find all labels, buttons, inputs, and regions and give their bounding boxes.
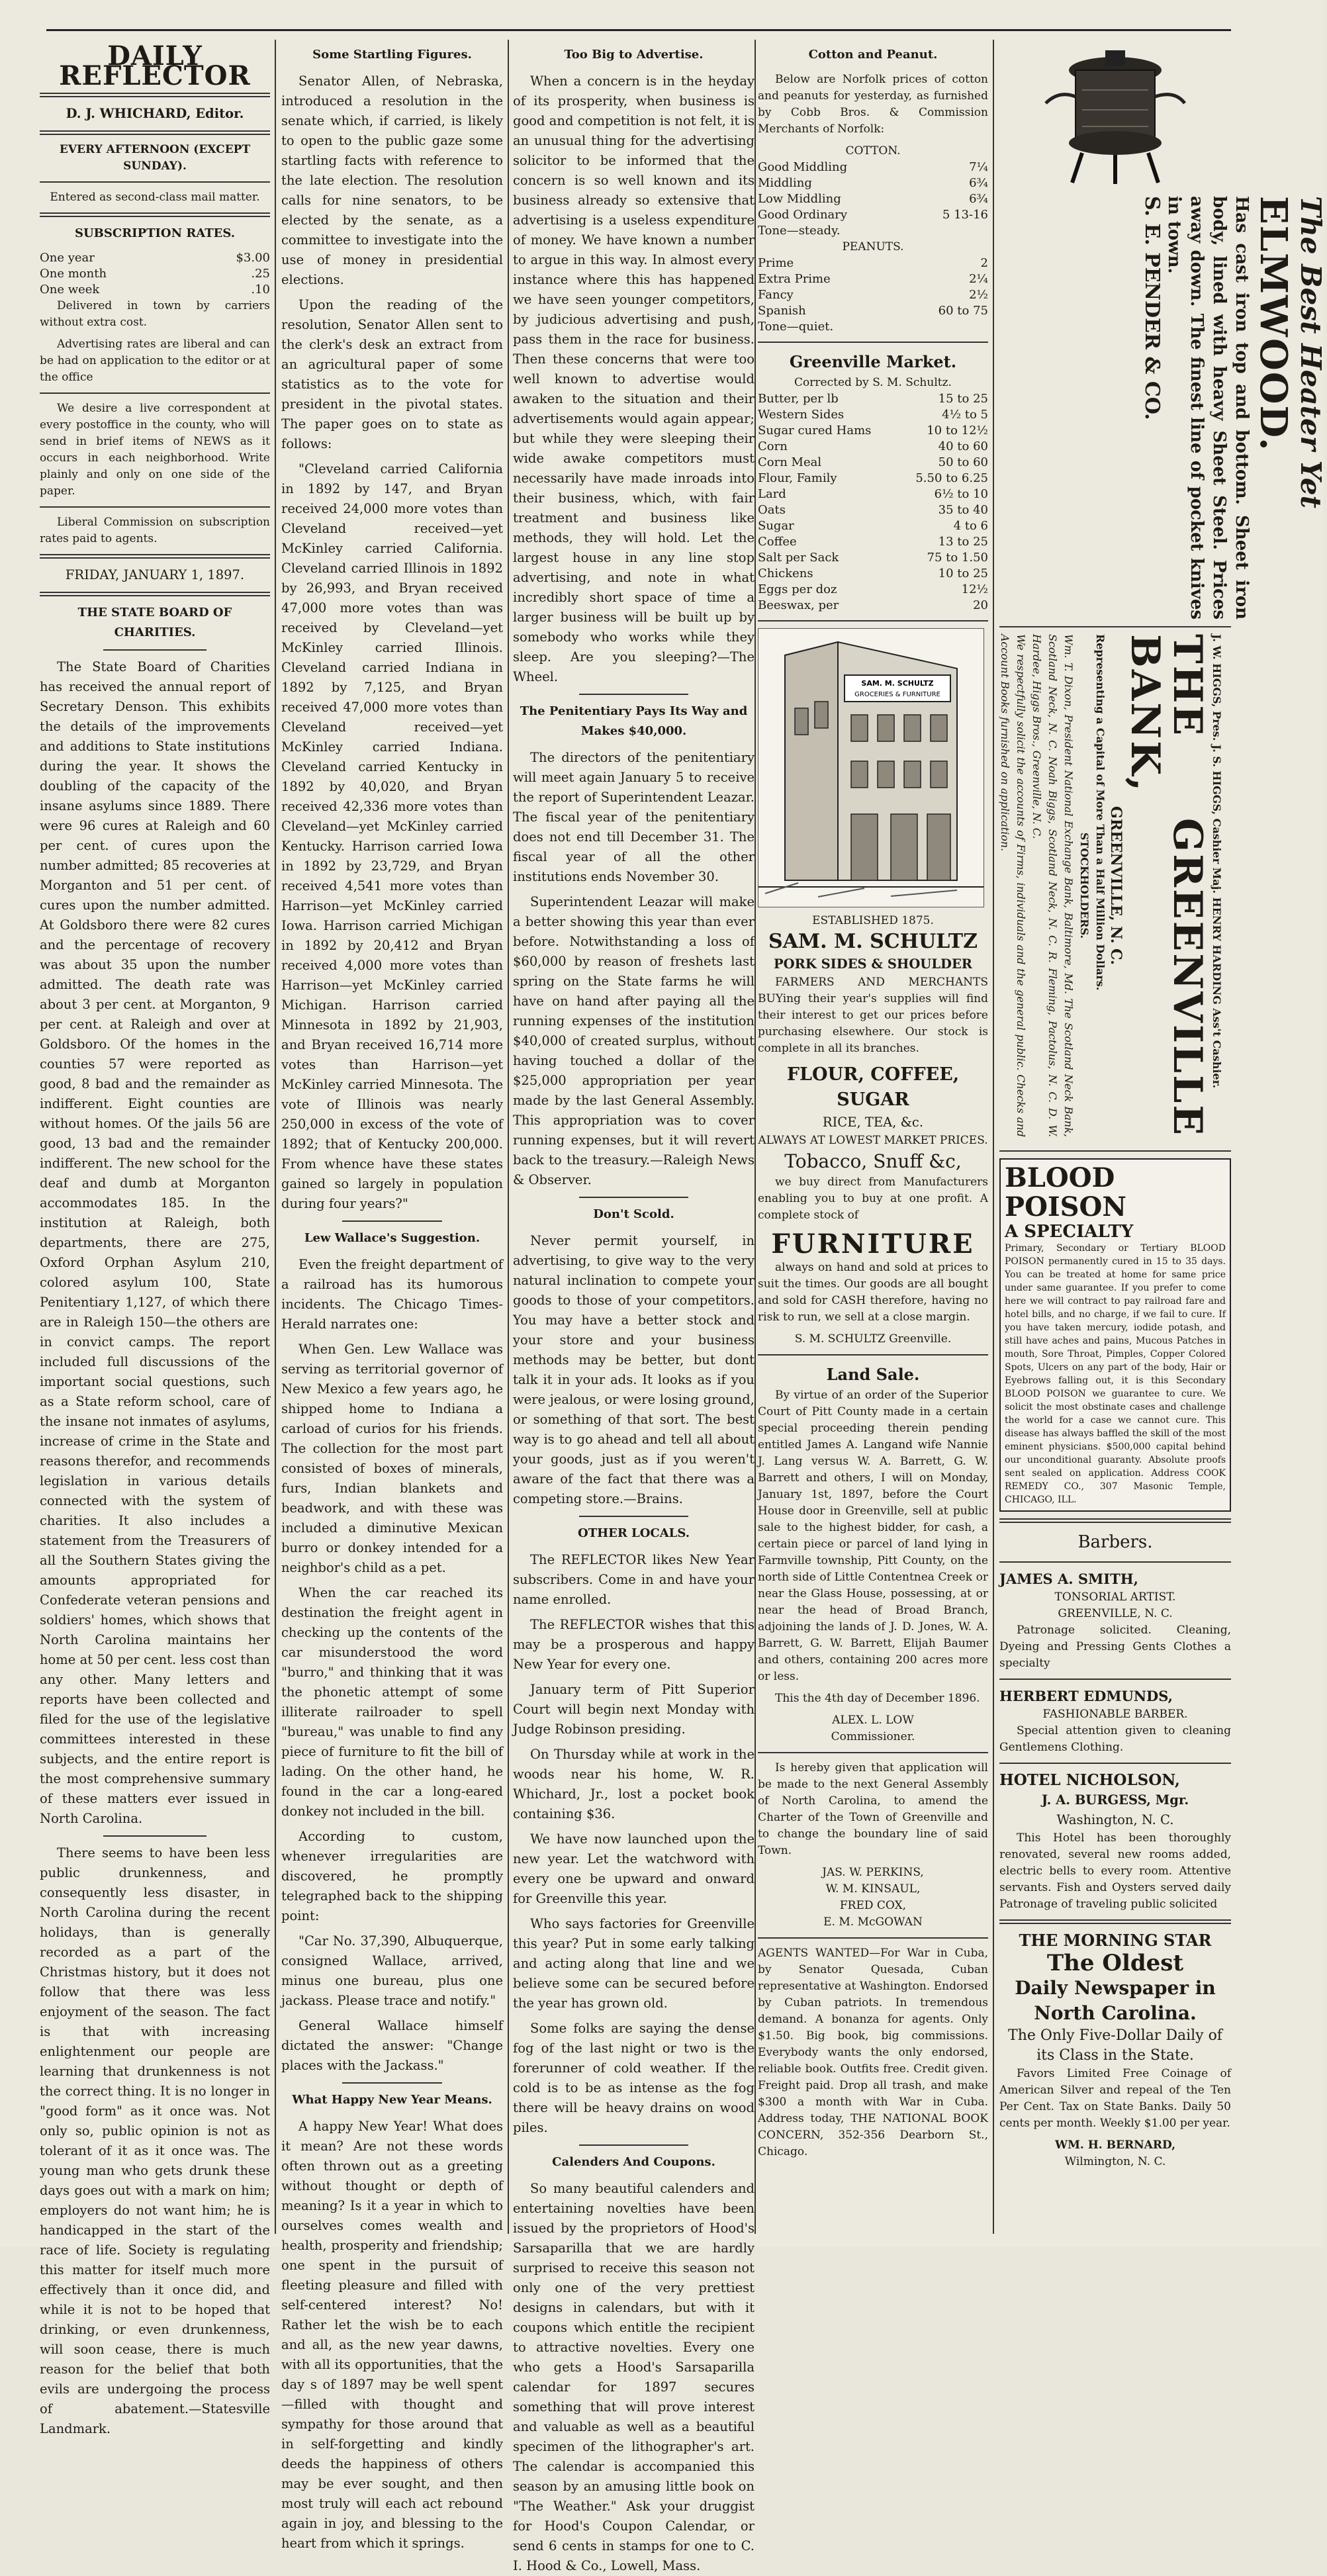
- divider: [758, 1752, 988, 1753]
- schultz-signature: S. M. SCHULTZ Greenville.: [794, 1332, 952, 1346]
- hotel-text: This Hotel has been thoroughly renovated, several new rooms added, electric bells to every room. Attentive servants. Fish and Oysters served daily Patronage of traveling public solicited: [999, 1831, 1231, 1911]
- advertising-note: Advertising rates are liberal and can be had on application to the editor or at the office: [40, 338, 270, 384]
- cotton-intro: Below are Norfolk prices of cotton and peanuts for yesterday, as furnished by Cobb Bros. & Commission Merchants of Norfolk:: [758, 73, 988, 136]
- blood-poison-text: Primary, Secondary or Tertiary BLOOD POISON permanently cured in 15 to 35 days. You can be treated at home for same price under same guarantee. If you prefer to come here we will contract to pay railroad fare and hotel bills, and no charge, if we fail to cure. If you have taken mercury, iodide potash, and still have aches and pains, Mucous Patches in mouth, Sore Throat, Pimples, Copper Colored Spots, Ulcers on any part of the body, Hair or Eyebrows falling out, it is this Secondary BLOOD POISON we guarantee to cure. We solicit the most obstinate cases and challenge the world for a case we cannot cure. This disease has always baffled the skill of the most eminent physicians. $500,000 capital behind our unconditional guaranty. Absolute proofs sent sealed on application. Address COOK REMEDY CO., 307 Masonic Temple, CHICAGO, ILL.: [1005, 1243, 1226, 1505]
- table-row: [758, 518, 988, 534]
- row-value: 4½ to 5: [942, 408, 988, 422]
- editor-line: D. J. WHICHARD, Editor.: [66, 106, 244, 121]
- bank-ad: [999, 634, 1231, 1144]
- morning-star-title: THE MORNING STAR: [1019, 1931, 1212, 1950]
- morning-star-city: Wilmington, N. C.: [1064, 2155, 1166, 2168]
- row-label: Lard: [758, 487, 786, 501]
- article-heading: What Happy New Year Means.: [292, 2093, 492, 2107]
- article-paragraph: "Cleveland carried California in 1892 by 147, and Bryan received 24,000 more votes than Cleveland received—yet McKinley carried California. Cleveland carried Illinois in 1892 by 26,993, and Bryan received 47,000 more votes than was received by Cleveland—yet McKinley carried Illinois. Cleveland carried Indiana in 1892 by 7,125, and Bryan received 47,000 more votes than Cleveland received—yet McKinley carried Indiana. Cleveland carried Kentucky in 1892 by 40,020, and Bryan received 42,336 more votes than Cleveland—yet McKinley carried Kentucky. Harrison carried Iowa in 1892 by 23,729, and Bryan received 4,541 more votes than Harrison—yet McKinley carried Iowa. Harrison carried Michigan in 1892 by 20,412 and Bryan received 4,000 more votes than Harrison—yet McKinley carried Michigan. Harrison carried Minnesota in 1892 by 21,903, and Bryan received 16,714 more votes than Harrison—yet McKinley carried Minnesota. The vote of Illinois was nearly 250,000 in excess of the vote of 1892; that of Kentucky 200,000. From whence have these states gained so largely in population during four years?": [281, 461, 503, 1211]
- row-value: 40 to 60: [938, 439, 988, 453]
- market-heading: Greenville Market.: [789, 352, 957, 371]
- divider: [579, 1197, 688, 1198]
- local-item: On Thursday while at work in the woods near his home, W. R. Whichard, Jr., lost a pocket book containing $36.: [513, 1747, 755, 1821]
- table-row: [758, 566, 988, 582]
- row-label: Prime: [758, 256, 794, 270]
- table-row: [758, 455, 988, 471]
- tobacco-line: Tobacco, Snuff &c,: [784, 1150, 962, 1172]
- table-row: [758, 303, 988, 319]
- land-signature-title: Commissioner.: [831, 1730, 915, 1743]
- row-value: 50 to 60: [938, 455, 988, 469]
- hotel-name: HOTEL NICHOLSON,: [999, 1771, 1180, 1789]
- bank-solicit: We respectfully solicit the accounts of Firms, individuals and the general public. Checks and Account Books furnished on application.: [999, 634, 1027, 1137]
- edmunds-text: Special attention given to cleaning Gentlemens Clothing.: [999, 1724, 1231, 1754]
- land-sale-date: This the 4th day of December 1896.: [775, 1692, 980, 1705]
- divider: [999, 1679, 1231, 1680]
- land-sale-heading: Land Sale.: [826, 1365, 920, 1384]
- subscription-heading: SUBSCRIPTION RATES.: [74, 226, 236, 240]
- row-label: Good Middling: [758, 160, 848, 174]
- article-paragraph: "Car No. 37,390, Albuquerque, consigned Wallace, arrived, minus one bureau, plus one jackass. Please trace and notify.": [281, 1933, 503, 2008]
- article-paragraph: Even the freight department of a railroad has its humorous incidents. The Chicago Times-Herald narrates one:: [281, 1257, 503, 1332]
- rate-row: One year $3.00: [40, 251, 270, 265]
- article-paragraph: According to custom, whenever irregularities are discovered, he promptly telegraphed back to the shipping point:: [281, 1829, 503, 1923]
- smith-text: Patronage solicited. Cleaning, Dyeing and Pressing Gents Clothes a specialty: [999, 1624, 1231, 1670]
- row-value: 6¾: [969, 192, 988, 206]
- article-heading: Some Startling Figures.: [312, 48, 472, 62]
- heater-stove-illustration: [1032, 44, 1198, 189]
- row-label: Oats: [758, 503, 786, 517]
- row-label: Good Ordinary: [758, 208, 848, 222]
- notice-text: Is hereby given that application will be made to the next General Assembly of North Carolina, to amend the Charter of the Town of Greenville and to change the boundary line of said Town.: [758, 1761, 988, 1857]
- blood-poison-title: BLOOD POISON: [1005, 1162, 1126, 1222]
- furniture-line: FURNITURE: [771, 1228, 975, 1260]
- article-paragraph: Senator Allen, of Nebraska, introduced a resolution in the senate which, if carried, is likely to open to the public gaze some startling facts with reference to the late election. The resolution calls for nine senators, to be elected by the senate, as a committee to investigate into the use of money in presidential elections.: [281, 73, 503, 287]
- row-value: 10 to 25: [938, 567, 988, 580]
- divider: [40, 181, 270, 183]
- market-table: [758, 391, 988, 614]
- row-label: Western Sides: [758, 408, 845, 422]
- article-paragraph: The State Board of Charities has received the annual report of Secretary Denson. This exhibits the details of the improvements and additions to State institutions during the year. It shows the doubling of the capacity of the insane asylums since 1889. There were 96 cures at Raleigh and 60 per cent. of cures upon the number admitted; 85 recoveries at Morganton and 51 per cent. of cures upon the number admitted. At Goldsboro there were 82 cures and the percentage of recovery was about 35 upon the number admitted. The death rate was about 3 per cent. at Morganton, 9 per cent. at Raleigh and over at Goldsboro. Of the homes in the counties 57 were reported as good, 8 bad and the remainder as indifferent. Eight counties are without homes. Of the jails 56 are good, 13 bad and the remainder indifferent. The new school for the deaf and dumb at Morganton accommodates 185. In the institution at Raleigh, both departments, there are 275, Oxford Orphan Asylum 210, colored asylum 100, State Penitentiary 1,127, of which there are in Raleigh 150—the others are in convict camps. The report included full discussions of the important social questions, such as a State reform school, care of the insane not inmates of asylums, increase of crime in the State and reasons therefor, and recommends legislation in various details connected with the system of charities. It also includes a statement from the Treasurers of all the Southern States giving the amounts appropriated for Confederate veteran pensions and soldiers' homes, which shows that North Carolina maintains her home at 50 per cent. less cost than any other. Many letters and reports have been collected and filed for the use of the legislative committees interested in these subjects, and the entire report is the most comprehensive summary of these matters ever issued in North Carolina.: [40, 659, 270, 1826]
- row-value: 75 to 1.50: [927, 551, 988, 565]
- row-label: Corn Meal: [758, 455, 822, 469]
- row-label: Beeswax, per: [758, 598, 839, 612]
- divider: [40, 392, 270, 394]
- heater-brand: ELMWOOD.: [1252, 196, 1295, 452]
- column-1: [40, 40, 270, 2436]
- row-value: 7¼: [969, 160, 988, 174]
- table-row: [758, 271, 988, 287]
- morning-star-text: Favors Limited Free Coinage of American Silver and repeal of the Ten Per Cent. Tax on State Banks. Daily 50 cents per month. Weekly $1.00 per year.: [999, 2067, 1231, 2130]
- morning-star-claim: The Only Five-Dollar Daily of its Class in the State.: [1008, 2027, 1222, 2064]
- row-value: 13 to 25: [938, 535, 988, 549]
- row-value: 2¼: [969, 272, 988, 286]
- divider: [40, 506, 270, 508]
- correspondent-note: We desire a live correspondent at every postoffice in the county, who will send in brief items of NEWS as it occurs in each neighborhood. Write plainly and only on one side of the paper.: [40, 402, 270, 498]
- divider: [40, 554, 270, 559]
- morning-star-line: Daily Newspaper in: [1015, 1977, 1216, 1999]
- blood-poison-ad: [999, 1158, 1231, 1512]
- table-row: [758, 391, 988, 407]
- smith-name: JAMES A. SMITH,: [999, 1571, 1138, 1587]
- article-paragraph: Upon the reading of the resolution, Senator Allen sent to the clerk's desk an extract from an agricultural paper of some statistics as to the vote for president in the pivotal states. The paper goes on to state as follows:: [281, 297, 503, 451]
- bank-name: THE GREENVILLE BANK,: [1122, 634, 1211, 1137]
- row-label: Low Middling: [758, 192, 841, 206]
- hotel-manager: J. A. BURGESS, Mgr.: [1041, 1792, 1189, 1808]
- established-line: ESTABLISHED 1875.: [812, 914, 934, 927]
- market-subheading: Corrected by S. M. Schultz.: [794, 376, 952, 389]
- row-value: 20: [973, 598, 988, 612]
- notice-signer: JAS. W. PERKINS,: [822, 1866, 924, 1879]
- notice-signer: FRED COX,: [839, 1899, 907, 1912]
- bank-stockholders: Wm. T. Dixon, President National Exchange Bank, Baltimore, Md. The Scotland Neck Bank, Scotland Neck, N. C. Noah Biggs, Scotland Neck, N. C. R. Fleming, Pactolus, N. C. D. W. Hardee, Higgs Bros., Greenville, N. C.: [1030, 634, 1075, 1137]
- divider: [103, 1835, 207, 1837]
- divider: [40, 592, 270, 596]
- row-value: 12½: [961, 582, 988, 596]
- divider: [579, 2144, 688, 2146]
- row-value: 60 to 75: [938, 304, 988, 318]
- rate-row: One week .10: [40, 283, 270, 297]
- local-item: Some folks are saying the dense fog of the last night or two is the forerunner of cold weather. If the cold is to be as intense as the fog there will be heavy drains on wood piles.: [513, 2021, 755, 2135]
- article-heading: Don't Scold.: [593, 1207, 674, 1221]
- table-row: [758, 287, 988, 303]
- table-row: [758, 598, 988, 614]
- masthead-title: DAILY REFLECTOR: [59, 40, 251, 91]
- table-row: [758, 207, 988, 223]
- morning-star-signature: WM. H. BERNARD,: [1054, 2139, 1175, 2152]
- row-label: Corn: [758, 439, 788, 453]
- barbers-heading: Barbers.: [1077, 1532, 1153, 1552]
- locals-heading: OTHER LOCALS.: [578, 1526, 690, 1540]
- local-item: The REFLECTOR wishes that this may be a prosperous and happy New Year for every one.: [513, 1617, 755, 1672]
- delivered-note: Delivered in town by carriers without extra cost.: [40, 299, 270, 329]
- peanut-table: [758, 255, 988, 335]
- edmunds-name: HERBERT EDMUNDS,: [999, 1688, 1173, 1704]
- notice-signer: E. M. McGOWAN: [823, 1915, 923, 1929]
- divider: [103, 649, 207, 651]
- table-row: [758, 439, 988, 455]
- divider: [342, 1220, 442, 1222]
- article-paragraph: Never permit yourself, in advertising, to give way to the very natural inclination to compete your goods to those of your competitors. You may have a better stock and your store and your business methods may be better, but dont talk it in your ads. It looks as if you were jealous, or were losing ground, or something of that sort. The best way is to go ahead and tell all about your goods, just as if you weren't aware of the fact that there was a competing store.—Brains.: [513, 1233, 755, 1506]
- column-4: [758, 40, 988, 2234]
- table-row: [758, 471, 988, 486]
- article-paragraph: There seems to have been less public drunkenness, and consequently less disaster, in North Carolina during the recent holidays, than is generally recorded as a part of the Christmas history, but it does not follow that there was less enjoyment of the season. The fact is that with increasing enlightenment our people are learning that drunkenness is not the correct thing. It is no longer in "good form" as it once was. Not only so, public opinion is not as tolerant of it as it once was. The young man who gets drunk these days goes out with a mark on him; employers do not want him; he is handicapped in the start of the race of life. Society is regulating this matter for itself much more effectively than it once did, and while it is not to be hoped that drinking, or even drunkenness, will soon cease, there is much reason for the belief that both evils are undergoing the process of abatement.—Statesville Landmark.: [40, 1845, 270, 2436]
- local-item: The REFLECTOR likes New Year subscribers. Come in and have your name enrolled.: [513, 1552, 755, 1607]
- row-value: 5.50 to 6.25: [915, 471, 988, 485]
- always2-text: always on hand and sold at prices to suit the times. Our goods are all bought and sold for CASH therefore, having no risk to run, we sell at a close margin.: [758, 1261, 988, 1324]
- column-divider: [508, 40, 509, 2234]
- table-row: [758, 223, 988, 239]
- column-2: [281, 40, 503, 2551]
- divider: [999, 1561, 1231, 1563]
- hotel-city: Washington, N. C.: [1056, 1812, 1174, 1827]
- row-label: Flour, Family: [758, 471, 837, 485]
- commission-note: Liberal Commission on subscription rates paid to agents.: [40, 516, 270, 545]
- local-item: Who says factories for Greenville this year? Put in some early talking and acting along that line and we believe some can be secured before the year has grown old.: [513, 1916, 755, 2011]
- rate-row: One month .25: [40, 267, 270, 281]
- divider: [40, 130, 270, 135]
- article-paragraph: When a concern is in the heyday of its prosperity, when business is good and competition is not felt, it is an unusual thing for the advertising solicitor to be informed that the concern is so well known and its business already so extensive that advertising is a useless expenditure of money. We have known a number to argue in this way. In almost every instance where this has happened we have seen younger competitors, by judicious advertising and push, pass them in the race for business. Then these concerns that were too well known to advertise would awaken to the situation and their advertisements would again appear; but while they were sleeping their wide awake competitors must necessarily have made inroads into their business, which, with fair treatment and business like methods, they will hold. Let the largest house in any line stop advertising, and note in what incredibly short space of time a larger business will be built up by somebody who works while they sleep. Are you sleeping?—The Wheel.: [513, 73, 755, 684]
- article-heading: THE STATE BOARD OF CHARITIES.: [77, 606, 232, 639]
- table-row: [758, 407, 988, 423]
- buy-direct-text: we buy direct from Manufacturers enabling you to buy at one profit. A complete stock of: [758, 1175, 988, 1222]
- smith-title: TONSORIAL ARTIST.: [1054, 1590, 1176, 1604]
- heater-tagline: The Best Heater Yet: [1295, 196, 1327, 508]
- table-row: [758, 175, 988, 191]
- table-row: [758, 319, 988, 335]
- row-value: 15 to 25: [938, 392, 988, 406]
- row-label: Coffee: [758, 535, 797, 549]
- row-label: Tone—quiet.: [758, 320, 834, 334]
- divider: [40, 93, 270, 97]
- morning-star-line: The Oldest: [1046, 1950, 1184, 1976]
- row-label: Salt per Sack: [758, 551, 839, 565]
- row-value: 2: [980, 256, 988, 270]
- peanuts-subheading: PEANUTS.: [842, 240, 904, 253]
- article-paragraph: Superintendent Leazar will make a better showing this year than ever before. Notwithstanding a loss of $60,000 by reason of freshets last spring on the State farms he will have on hand after paying all the running expenses of the institution $40,000 of created surplus, without having touched a dollar of the $25,000 appropriation per year made by the last General Assembly. This appropriation was to cover running expenses, but it will revert back to the treasury.—Raleigh News & Observer.: [513, 894, 755, 1187]
- table-row: [758, 423, 988, 439]
- store-illustration: [758, 628, 984, 907]
- article-paragraph: So many beautiful calenders and entertaining novelties have been issued by the proprietors of Hood's Sarsaparilla that we are hardly surprised to receive this season not only one of the very prettiest designs in calendars, but with it coupons which entitle the recipient to attractive novelties. Every one who gets a Hood's Sarsaparilla calendar for 1897 secures something that will prove interest and valuable as well as a beautiful specimen of the lithographer's art. The calendar is accompanied this season by an amusing little book on "The Weather." Ask your druggist for Hood's Coupon Calendar, or send 6 cents in stamps for one to C. I. Hood & Co., Lowell, Mass.: [513, 2181, 755, 2573]
- article-heading: Calenders And Coupons.: [552, 2155, 715, 2169]
- row-label: Middling: [758, 176, 812, 190]
- heater-description: Has cast iron top and bottom. Sheet iron body, lined with heavy Sheet Steel. Prices away down. The finest line of pocket knives in town.: [1164, 196, 1252, 620]
- always-line: ALWAYS AT LOWEST MARKET PRICES.: [758, 1134, 988, 1147]
- row-label: Eggs per doz: [758, 582, 837, 596]
- schultz-name: SAM. M. SCHULTZ: [768, 930, 978, 953]
- table-row: [758, 191, 988, 207]
- heater-seller: S. E. PENDER & CO.: [1140, 196, 1164, 420]
- notice-signer: W. M. KINSAUL,: [825, 1882, 921, 1896]
- row-value: 5 13-16: [942, 208, 988, 222]
- divider: [999, 1518, 1231, 1523]
- column-3: [513, 40, 755, 2573]
- article-paragraph: When Gen. Lew Wallace was serving as territorial governor of New Mexico a few years ago, he shipped home to Indiana a carload of curios for his friends. The collection for the most part consisted of boxes of minerals, furs, Indian blankets and beadwork, and with these was included a diminutive Mexican burro or donkey intended for a neighbor's child as a pet.: [281, 1342, 503, 1575]
- svg-text:GROCERIES & FURNITURE: GROCERIES & FURNITURE: [854, 691, 940, 698]
- edmunds-title: FASHIONABLE BARBER.: [1042, 1708, 1188, 1721]
- morning-star-line: North Carolina.: [1034, 2002, 1197, 2024]
- table-row: [758, 550, 988, 566]
- local-item: We have now launched upon the new year. Let the watchword with every one be upward and onward for Greenville this year.: [513, 1831, 755, 1906]
- divider: [999, 1150, 1231, 1152]
- divider: [40, 212, 270, 217]
- article-heading: The Penitentiary Pays Its Way and Makes $40,000.: [520, 704, 748, 738]
- row-label: Fancy: [758, 288, 794, 302]
- divider: [758, 1937, 988, 1939]
- farmers-text: FARMERS AND MERCHANTS BUYing their year's supplies will find their interest to get our prices before purchasing elsewhere. Our stock is complete in all its branches.: [758, 976, 988, 1055]
- schedule-line: EVERY AFTERNOON (EXCEPT SUNDAY).: [59, 143, 251, 173]
- divider: [999, 1763, 1231, 1764]
- flour-line: FLOUR, COFFEE, SUGAR: [786, 1064, 960, 1110]
- divider: [999, 626, 1231, 627]
- row-label: Spanish: [758, 304, 806, 318]
- smith-city: GREENVILLE, N. C.: [1058, 1607, 1173, 1620]
- pork-line: PORK SIDES & SHOULDER: [773, 956, 973, 972]
- article-paragraph: A happy New Year! What does it mean? Are not these words often thrown out as a greeting without thought or depth of meaning? Is it a year in which to ourselves comes wealth and health, prosperity and friendship; one spent in the pursuit of fleeting pleasure and filled with self-centered interest? No! Rather let the wish be to each and all, as the new year dawns, with all its opportunities, that the day s of 1897 may be well spent—filled with thought and sympathy for those around that in self-forgetting and kindly deeds the happiness of others may be ever sought, and then most truly will each act rebound again in joy, and blessing to the heart from which it springs.: [281, 2119, 503, 2551]
- article-paragraph: The directors of the penitentiary will meet again January 5 to receive the report of Superintendent Leazar. The fiscal year of the penitentiary does not end till December 31. The fiscal year of all the other institutions ends November 30.: [513, 750, 755, 884]
- column-5: [999, 40, 1327, 2234]
- row-value: 35 to 40: [938, 503, 988, 517]
- divider: [579, 694, 688, 695]
- agents-wanted-text: AGENTS WANTED—For War in Cuba, by Senator Quesada, Cuban representative at Washington. Endorsed by Cuban patriots. In tremendous demand. A bonanza for agents. Only $1.50. Big book, big commissions. Everybody wants the only endorsed, reliable book. Outfits free. Credit given. Freight paid. Drop all trash, and make $300 a month with War in Cuba. Address today, THE NATIONAL BOOK CONCERN, 352-356 Dearborn St., Chicago.: [758, 1947, 988, 2158]
- column-divider: [755, 40, 756, 2234]
- row-label: Sugar cured Hams: [758, 424, 872, 437]
- table-row: [758, 255, 988, 271]
- cotton-table: [758, 160, 988, 239]
- table-row: [758, 582, 988, 598]
- issue-date: FRIDAY, JANUARY 1, 1897.: [65, 567, 245, 582]
- bank-city: GREENVILLE, N. C.: [1107, 806, 1124, 965]
- top-rule: [46, 29, 1231, 31]
- article-paragraph: When the car reached its destination the freight agent in checking up the contents of the car misunderstood the word "burro," and thinking that it was the phonetic attempt of some illiterate railroader to spell "bureau," was unable to find any piece of furniture to fit the bill of lading. On the other hand, he found in the car a long-eared donkey not included in the bill.: [281, 1585, 503, 1819]
- table-row: [758, 502, 988, 518]
- row-label: Butter, per lb: [758, 392, 839, 406]
- store-sign-text: SAM. M. SCHULTZ: [861, 679, 934, 688]
- row-label: Chickens: [758, 567, 813, 580]
- rice-line: RICE, TEA, &c.: [822, 1115, 924, 1130]
- row-label: Tone—steady.: [758, 224, 841, 238]
- row-label: Sugar: [758, 519, 794, 533]
- heater-ad: [999, 196, 1327, 620]
- row-value: 2½: [969, 288, 988, 302]
- row-label: Extra Prime: [758, 272, 831, 286]
- row-value: 10 to 12½: [927, 424, 988, 437]
- divider: [758, 342, 988, 343]
- article-heading: Lew Wallace's Suggestion.: [304, 1231, 480, 1245]
- article-heading: Too Big to Advertise.: [564, 48, 704, 62]
- cotton-heading: Cotton and Peanut.: [808, 48, 938, 62]
- divider: [758, 1354, 988, 1356]
- local-item: January term of Pitt Superior Court will begin next Monday with Judge Robinson presiding.: [513, 1682, 755, 1737]
- land-signature: ALEX. L. LOW: [832, 1714, 914, 1727]
- row-value: 6½ to 10: [934, 487, 988, 501]
- divider: [342, 2082, 442, 2084]
- divider: [579, 1516, 688, 1517]
- blood-poison-subtitle: A SPECIALTY: [1005, 1222, 1134, 1242]
- column-divider: [275, 40, 276, 2234]
- row-value: 6¾: [969, 176, 988, 190]
- bank-stockholders-heading: STOCKHOLDERS.: [1078, 832, 1091, 939]
- article-paragraph: General Wallace himself dictated the answer: "Change places with the Jackass.": [281, 2018, 503, 2073]
- column-divider: [993, 40, 994, 2234]
- entered-line: Entered as second-class mail matter.: [50, 191, 260, 204]
- table-row: [758, 160, 988, 175]
- bank-officers: J. W. HIGGS, Pres. J. S. HIGGS, Cashier Maj. HENRY HARDING Ass't Cashier.: [1211, 634, 1223, 1089]
- table-row: [758, 486, 988, 502]
- cotton-subheading: COTTON.: [845, 144, 901, 158]
- divider: [999, 1919, 1231, 1924]
- row-value: 4 to 6: [953, 519, 988, 533]
- land-sale-text: By virtue of an order of the Superior Court of Pitt County made in a certain special proceeding therein pending entitled James A. Langand wife Nannie J. Lang versus W. A. Barrett, G. W. Barrett and others, I will on Monday, January 1st, 1897, before the Court House door in Greenville, sell at public sale to the highest bidder, for cash, a certain piece or parcel of land lying in Farmville township, Pitt County, on the north side of Little Contentnea Creek or near the Glass House, possessing, at or near the head of Broad Branch, adjoining the lands of J. D. Jones, W. A. Barrett, G. W. Barrett, Elijah Baumer and others, containing 200 acres more or less.: [758, 1389, 988, 1683]
- table-row: [758, 534, 988, 550]
- divider: [758, 620, 988, 621]
- bank-capital: Representing a Capital of More Than a Half Million Dollars.: [1094, 634, 1107, 991]
